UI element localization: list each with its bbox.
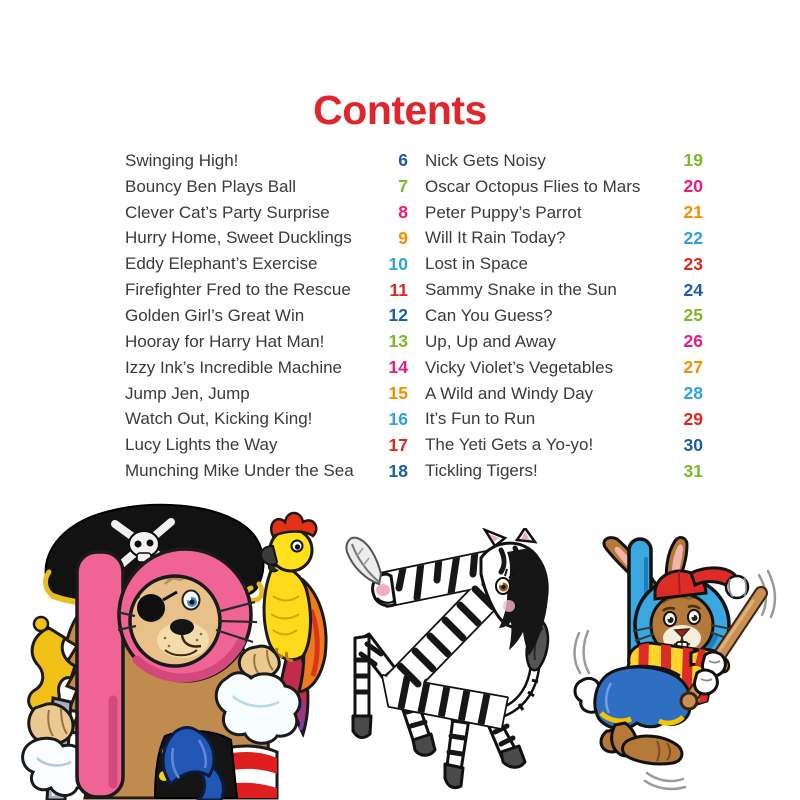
toc-entry-page-number: 15 bbox=[388, 383, 408, 404]
toc-entry-page-number: 21 bbox=[683, 202, 703, 223]
toc-entry-page-number: 25 bbox=[683, 305, 703, 326]
parrot-crest bbox=[271, 513, 316, 536]
toc-entry-page-number: 29 bbox=[683, 408, 703, 429]
toc-entry-title: A Wild and Windy Day bbox=[425, 383, 594, 403]
toc-entry-page-number: 12 bbox=[388, 305, 408, 326]
toc-entry bbox=[425, 458, 703, 484]
toc-entry-page-number: 26 bbox=[683, 331, 703, 352]
red-cap bbox=[655, 568, 736, 599]
toc-entry-title: Tickling Tigers! bbox=[425, 461, 538, 481]
toc-entry-title: Up, Up and Away bbox=[425, 331, 557, 351]
toc-entry bbox=[425, 174, 703, 200]
feather bbox=[346, 538, 381, 584]
toc-left-column bbox=[125, 148, 408, 484]
toc-entry-title: Firefighter Fred to the Rescue bbox=[125, 280, 351, 300]
eye-patch bbox=[137, 594, 165, 622]
toc-entry bbox=[125, 329, 408, 355]
toc-entry-title: Eddy Elephant’s Exercise bbox=[125, 254, 318, 274]
toc-entry bbox=[125, 200, 408, 226]
puppy-nose bbox=[170, 619, 194, 635]
toc-entry-title: Hurry Home, Sweet Ducklings bbox=[125, 228, 352, 248]
toc-entry bbox=[125, 355, 408, 381]
toc-entry bbox=[125, 226, 408, 252]
toc-entry-page-number: 9 bbox=[398, 227, 408, 248]
toc-entry-title: The Yeti Gets a Yo-yo! bbox=[425, 435, 594, 455]
toc-entry bbox=[425, 406, 703, 432]
toc-entry-page-number: 31 bbox=[683, 460, 703, 481]
toc-entry-title: Vicky Violet’s Vegetables bbox=[425, 357, 614, 377]
toc-entry-page-number: 11 bbox=[389, 279, 408, 300]
toc-entry bbox=[125, 277, 408, 303]
toc-entry-title: Clever Cat’s Party Surprise bbox=[125, 202, 330, 222]
toc-entry-title: Sammy Snake in the Sun bbox=[425, 280, 617, 300]
toc-entry-page-number: 10 bbox=[388, 253, 408, 274]
toc-entry-title: Nick Gets Noisy bbox=[425, 150, 546, 170]
toc-entry bbox=[425, 277, 703, 303]
toc-entry bbox=[425, 381, 703, 407]
toc-entry bbox=[425, 251, 703, 277]
toc-entry bbox=[125, 303, 408, 329]
toc-entry-page-number: 23 bbox=[683, 253, 703, 274]
toc-entry bbox=[125, 174, 408, 200]
zebra-letter-z-illustration bbox=[333, 528, 578, 796]
toc-entry bbox=[425, 226, 703, 252]
toc-entry-title: Oscar Octopus Flies to Mars bbox=[425, 176, 641, 196]
baseball bbox=[726, 576, 748, 598]
toc-entry-title: Will It Rain Today? bbox=[425, 228, 566, 248]
toc-entry-page-number: 14 bbox=[388, 357, 408, 378]
toc-entry-title: Golden Girl’s Great Win bbox=[125, 305, 305, 325]
toc-entry-title: It’s Fun to Run bbox=[425, 409, 536, 429]
toc-entry bbox=[425, 200, 703, 226]
toc-entry-page-number: 6 bbox=[398, 150, 408, 171]
toc-entry-page-number: 22 bbox=[683, 227, 703, 248]
toc-entry bbox=[425, 329, 703, 355]
toc-entry-page-number: 7 bbox=[398, 176, 408, 197]
zebra-head bbox=[481, 528, 549, 656]
toc-entry-page-number: 13 bbox=[388, 331, 408, 352]
toc-entry-page-number: 24 bbox=[683, 279, 703, 300]
toc-entry-page-number: 30 bbox=[683, 434, 703, 455]
rabbit-foot bbox=[623, 736, 682, 764]
toc-entry-page-number: 16 bbox=[388, 408, 408, 429]
pirate-puppy-letter-p-illustration bbox=[15, 500, 335, 800]
toc-entry-page-number: 28 bbox=[683, 383, 703, 404]
toc-entry bbox=[425, 303, 703, 329]
toc-entry-page-number: 18 bbox=[388, 460, 408, 481]
toc-entry-title: Swinging High! bbox=[125, 150, 239, 170]
page-title: Contents bbox=[313, 87, 487, 134]
toc-entry-title: Izzy Ink’s Incredible Machine bbox=[125, 357, 343, 377]
toc-right-column bbox=[425, 148, 703, 484]
toc-entry bbox=[125, 458, 408, 484]
toc-entry bbox=[425, 355, 703, 381]
rabbit-letter-b-illustration bbox=[563, 535, 798, 797]
toc-entry bbox=[425, 432, 703, 458]
rabbit-legs bbox=[601, 723, 682, 764]
toc-entry-page-number: 8 bbox=[398, 202, 408, 223]
toc-entry bbox=[125, 406, 408, 432]
toc-entry-title: Hooray for Harry Hat Man! bbox=[125, 331, 325, 351]
toc-entry-page-number: 20 bbox=[683, 176, 703, 197]
toc-entry bbox=[125, 432, 408, 458]
blue-shorts bbox=[595, 666, 691, 729]
toc-entry-title: Lucy Lights the Way bbox=[125, 435, 278, 455]
toc-entry-title: Jump Jen, Jump bbox=[125, 383, 250, 403]
toc-entry-title: Bouncy Ben Plays Ball bbox=[125, 176, 297, 196]
toc-entry-title: Can You Guess? bbox=[425, 305, 553, 325]
toc-entry bbox=[125, 251, 408, 277]
toc-entry-page-number: 27 bbox=[683, 357, 703, 378]
toc-entry bbox=[425, 148, 703, 174]
toc-entry-title: Munching Mike Under the Sea bbox=[125, 461, 354, 481]
toc-entry bbox=[125, 148, 408, 174]
toc-entry-page-number: 19 bbox=[683, 150, 703, 171]
toc-entry-page-number: 17 bbox=[388, 434, 408, 455]
zebra-nose bbox=[376, 584, 390, 596]
toc-entry bbox=[125, 381, 408, 407]
toc-entry-title: Peter Puppy’s Parrot bbox=[425, 202, 582, 222]
toc-entry-title: Lost in Space bbox=[425, 254, 529, 274]
toc-entry-title: Watch Out, Kicking King! bbox=[125, 409, 313, 429]
